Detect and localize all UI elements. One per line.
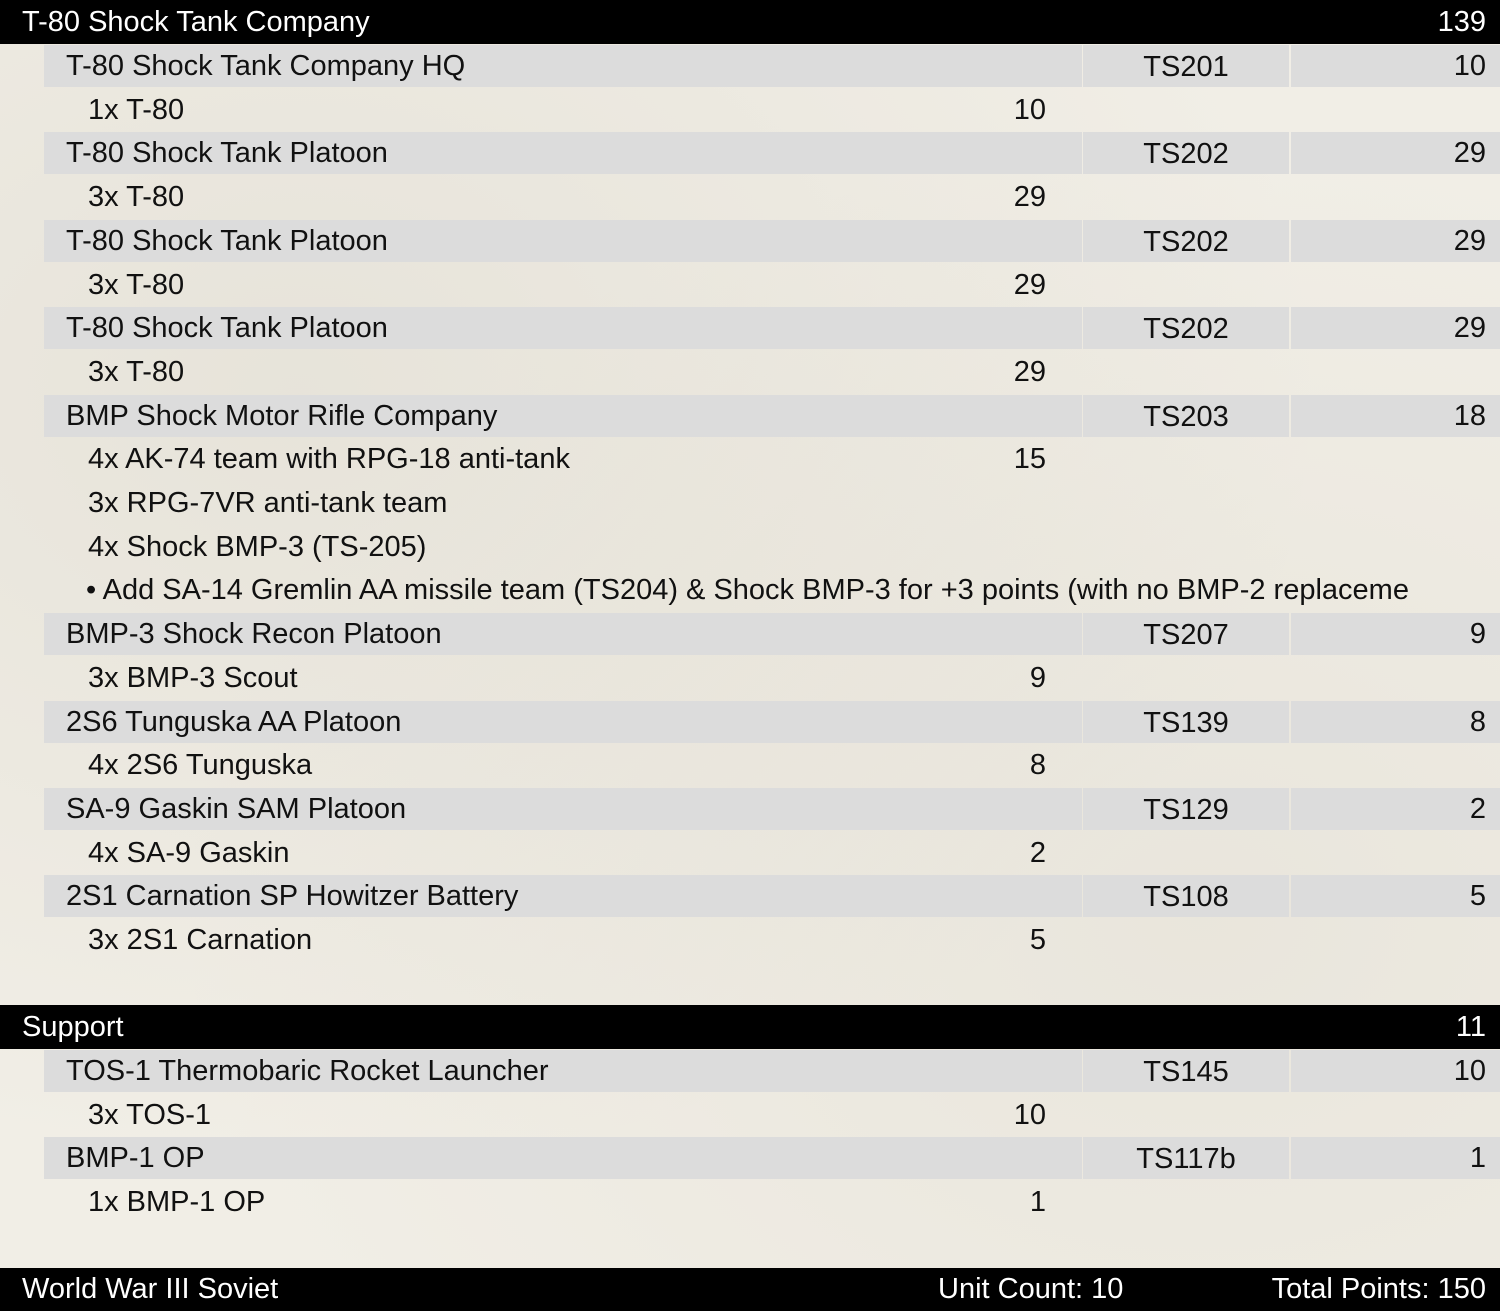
army-footer: [0, 1268, 1500, 1311]
unit-code: TS117b: [1083, 1137, 1289, 1179]
unit-points: 29: [1453, 224, 1486, 257]
total-points: Total Points: 150: [1271, 1273, 1486, 1305]
unit-item-text: 4x Shock BMP-3 (TS-205): [88, 530, 427, 563]
unit-item-points: 8: [1029, 749, 1046, 782]
unit-points-cell: [1291, 1137, 1500, 1179]
section-title: Support: [22, 1011, 124, 1043]
unit-name: 2S6 Tunguska AA Platoon: [66, 705, 402, 738]
unit-code: TS201: [1083, 45, 1289, 87]
unit-item-row: [0, 350, 1500, 394]
unit-item-text: 3x 2S1 Carnation: [88, 924, 313, 956]
unit-row[interactable]: [0, 874, 1500, 918]
unit-row[interactable]: [0, 394, 1500, 438]
unit-points: 2: [1469, 792, 1486, 825]
unit-code: TS202: [1083, 220, 1289, 262]
unit-item-row: [0, 831, 1500, 875]
unit-name: T-80 Shock Tank Platoon: [66, 312, 388, 345]
unit-code: TS139: [1083, 701, 1289, 743]
unit-code: TS202: [1083, 132, 1289, 174]
unit-item-row: [0, 1093, 1500, 1137]
unit-points-cell: [1291, 701, 1500, 743]
unit-item-points: 10: [1013, 93, 1046, 126]
unit-name: SA-9 Gaskin SAM Platoon: [66, 792, 407, 825]
unit-name: BMP Shock Motor Rifle Company: [66, 399, 498, 432]
formation-section-header: [0, 0, 1500, 44]
unit-points-cell: [1291, 788, 1500, 830]
unit-count: Unit Count: 10: [938, 1273, 1124, 1305]
unit-code: TS203: [1083, 395, 1289, 437]
unit-item-text: 3x BMP-3 Scout: [88, 661, 298, 694]
unit-row[interactable]: [0, 219, 1500, 263]
unit-item-row: [0, 656, 1500, 700]
unit-item-points: 1: [1029, 1186, 1046, 1219]
option-row: [0, 568, 1500, 612]
unit-code: TS108: [1083, 875, 1289, 917]
unit-row[interactable]: [0, 306, 1500, 350]
unit-code: TS129: [1083, 788, 1289, 830]
section-points: 139: [1437, 6, 1486, 38]
unit-name: T-80 Shock Tank Platoon: [66, 224, 388, 257]
unit-item-row: [0, 88, 1500, 132]
unit-item-text: 3x T-80: [88, 355, 185, 388]
unit-item-text: 4x 2S6 Tunguska: [88, 749, 313, 782]
unit-item-row: [0, 525, 1500, 569]
unit-points: 1: [1469, 1142, 1486, 1175]
unit-name: TOS-1 Thermobaric Rocket Launcher: [66, 1055, 549, 1087]
support-section-header: [0, 1005, 1500, 1049]
unit-code: TS202: [1083, 307, 1289, 349]
unit-item-row: [0, 1180, 1500, 1224]
unit-item-points: 29: [1013, 181, 1046, 214]
unit-points: 10: [1453, 1055, 1486, 1087]
unit-item-text: 3x RPG-7VR anti-tank team: [88, 487, 448, 519]
unit-item-row: [0, 743, 1500, 787]
unit-points: 10: [1453, 50, 1486, 82]
unit-item-points: 29: [1013, 355, 1046, 388]
unit-points: 8: [1469, 705, 1486, 738]
section-points: 11: [1455, 1011, 1486, 1043]
unit-item-text: 1x BMP-1 OP: [88, 1186, 266, 1219]
unit-row[interactable]: [0, 1049, 1500, 1093]
unit-name: 2S1 Carnation SP Howitzer Battery: [66, 880, 519, 913]
unit-item-text: 3x TOS-1: [88, 1098, 212, 1131]
unit-row[interactable]: [0, 1136, 1500, 1180]
unit-name: T-80 Shock Tank Company HQ: [66, 50, 466, 82]
unit-name: BMP-1 OP: [66, 1142, 205, 1175]
unit-row[interactable]: [0, 787, 1500, 831]
unit-item-text: 4x SA-9 Gaskin: [88, 836, 290, 869]
option-text: • Add SA-14 Gremlin AA missile team (TS204) & Shock BMP-3 for +3 points (with no BMP-2 replaceme: [86, 574, 1409, 607]
unit-points: 5: [1469, 880, 1486, 913]
unit-points-cell: [1291, 875, 1500, 917]
unit-row[interactable]: [0, 612, 1500, 656]
unit-row[interactable]: [0, 700, 1500, 744]
unit-item-points: 15: [1013, 443, 1046, 476]
unit-name: BMP-3 Shock Recon Platoon: [66, 618, 442, 651]
unit-points: 29: [1453, 137, 1486, 170]
section-title: T-80 Shock Tank Company: [22, 6, 370, 38]
unit-item-points: 10: [1013, 1098, 1046, 1131]
army-name: World War III Soviet: [22, 1273, 279, 1305]
unit-item-text: 4x AK-74 team with RPG-18 anti-tank: [88, 443, 570, 476]
unit-code: TS145: [1083, 1050, 1289, 1092]
unit-item-points: 29: [1013, 268, 1046, 301]
unit-name: T-80 Shock Tank Platoon: [66, 137, 388, 170]
unit-item-text: 1x T-80: [88, 93, 185, 126]
unit-item-text: 3x T-80: [88, 268, 185, 301]
unit-item-row: [0, 263, 1500, 307]
unit-item-row: [0, 437, 1500, 481]
unit-code: TS207: [1083, 613, 1289, 655]
unit-row[interactable]: [0, 44, 1500, 88]
unit-item-row: [0, 481, 1500, 525]
unit-item-points: 5: [1029, 924, 1046, 956]
unit-row[interactable]: [0, 131, 1500, 175]
unit-item-row: [0, 175, 1500, 219]
unit-item-row: [0, 918, 1500, 962]
unit-item-text: 3x T-80: [88, 181, 185, 214]
unit-points: 18: [1453, 399, 1486, 432]
unit-item-points: 9: [1029, 661, 1046, 694]
unit-item-points: 2: [1029, 836, 1046, 869]
unit-points: 29: [1453, 312, 1486, 345]
unit-points-cell: [1291, 613, 1500, 655]
unit-points: 9: [1469, 618, 1486, 651]
